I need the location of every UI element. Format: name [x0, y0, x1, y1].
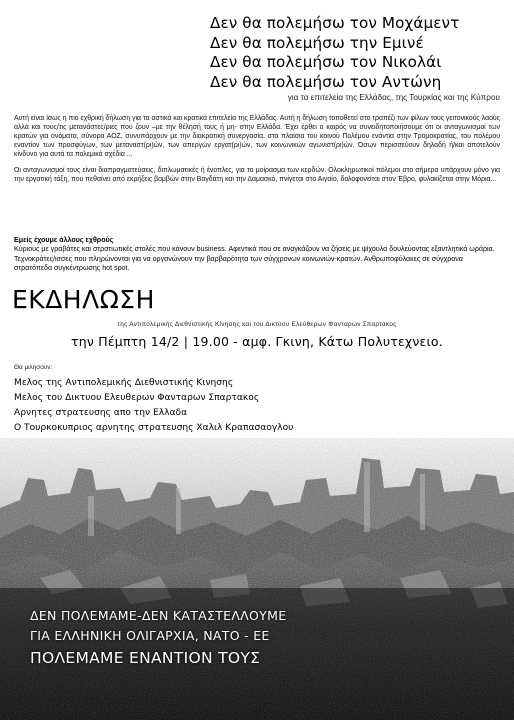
event-title: ΕΚΔΗΛΩΣΗ [12, 285, 155, 314]
headline-line: Δεν θα πολεμήσω τον Νικολάι [210, 53, 442, 71]
rubble-image [0, 438, 514, 720]
event-organizers: της Αντιπολεμικής Διεθνιστικής Κίνησης και του Δικτύου Ελεύθερων Φανταρων Σπαρτακος [117, 321, 397, 328]
speaker-item: Μελος της Αντιπολεμικής Διεθνιστικής Κινησης [14, 378, 234, 388]
body-paragraph: Οι ανταγωνισμοί τους είναι διαπραγματεύσεις, διπλωματικές ή ένοπλες, για το μοίρασμα των κερδών. Ολοκληρωτικοί πόλεμοι στο σήμερα υπάρχουν μόνο για την εργατική τάξη, που πεθαίνει από εκρήξεις βομβών στην Βαγδάτη και την Δαμασκό, πνίγεται στο Αιγαίο, δολοφονείται στον Έβρο, φυλακίζεται στην Μόρια... [14, 167, 500, 183]
headline-line: Δεν θα πολεμήσω τον Μοχάμεντ [210, 14, 460, 32]
speaker-item: Μελος του Δικτυου Ελευθερων Φανταρων Σπαρτακος [14, 393, 260, 403]
headline-block [210, 14, 500, 102]
body-text [14, 114, 500, 191]
slogan-line: ΓΙΑ ΕΛΛΗΝΙΚΗ ΟΛΙΓΑΡΧΙΑ, ΝΑΤΟ - ΕΕ [30, 628, 270, 643]
headline-line: Δεν θα πολεμήσω τον Αντώνη [210, 72, 442, 91]
speakers-label: Θα μιλησουν: [14, 364, 53, 371]
speaker-item: Ο Τουρκοκυπριος αρνητης στρατευσης Χαλιλ Κραπασαογλου [14, 423, 294, 433]
slogan-line-main: ΠΟΛΕΜΑΜΕ ΕΝΑΝΤΙΟΝ ΤΟΥΣ [30, 649, 261, 667]
speakers-list [14, 376, 293, 436]
body-paragraph: Αυτή είναι ίσως η πιο εχθρική δήλωση για τα αστικά και κρατικά επιτελεία της Ελλάδας. Αυτή η δήλωση τοποθετεί στο τραπέζι των φίλων τους γειτονικούς λαούς αλλά και τους/τις μετανάστες/ριες που ζουν –με την θέλησή τους ή μη- στην Ελλάδα. Έχει έρθει ο καιρός να συνειδητοποιήσουμε ότι οι ανταγωνισμοί των κρατών για ονόματα, σύνορα ΑΟΖ, συνυπάρχουν με την διακρατική συνεργασία. στα πλαίσια του κοινού Πολέμου ενάντια στην Τρομοκρατίας, του πολέμου εναντίον των προσφύγων, των μεταναστ(ρι)ών, των απεργών εργατ(ρι)ών, των κοινωνικών αγωνιστ(ρι)ών. Όσων περισσεύουν δηλαδή ή/και αποτελούν κίνδυνο για αυτά τα πολεμικά σχέδια ... [14, 115, 500, 158]
slogans-block [30, 606, 500, 670]
slogan-line: ΔΕΝ ΠΟΛΕΜΑΜΕ-ΔΕΝ ΚΑΤΑΣΤΕΛΛΟΥΜΕ [30, 608, 287, 623]
speaker-item: Αρνητες στρατευσης απο την Ελλαδα [14, 408, 188, 418]
headline-line: Δεν θα πολεμήσω την Εμινέ [210, 33, 424, 52]
event-details: την Πέμπτη 14/2 | 19.00 - αμφ. Γκινη, Κάτω Πολυτεχνειο. [71, 334, 443, 349]
headline-subtitle: για τα επιτελεία της Ελλάδας, της Τουρκίας και της Κύπρου [287, 93, 500, 102]
enemies-text: Κύριους με γραβάτες και στρατιωτικές στολές που κάνουν business. Αφεντικά που σε αναγκάζουν να ζήσεις με ψίχουλα δουλεύοντας εξαντλητικά ωράρια. Τεχνοκράτες/ισσες που πληρώνονται για να οργανώνουν την βαρβαρότητα των σύγχρονων κοινωνιών-κρατών. Ανθρωποφύλακες σε σύγχρονα στρατόπεδα συγκέντρωσης hot spot. [14, 245, 495, 272]
destroyed-city-photo [0, 438, 514, 720]
enemies-section [14, 236, 500, 273]
enemies-heading: Εμείς έχουμε άλλους εχθρούς [14, 236, 114, 244]
